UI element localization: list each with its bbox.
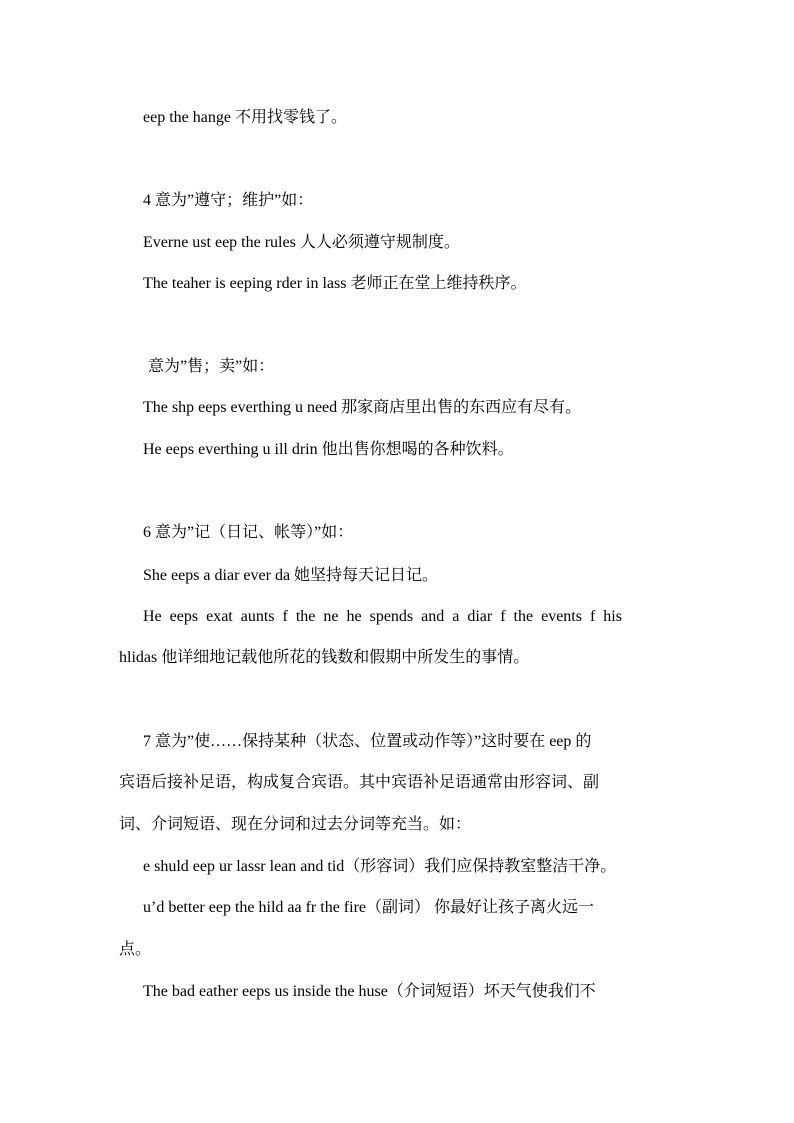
text-line: He eeps exat aunts f the ne he spends and a diar f the events f his: [143, 608, 622, 625]
text-line: The teaher is eeping rder in lass 老师正在堂上维持秩序。: [143, 275, 527, 292]
section-heading: 6 意为”记（日记、帐等）”如：: [143, 524, 354, 541]
text-line: She eeps a diar ever da 她坚持每天记日记。: [143, 567, 439, 584]
text-line: u’d better eep the hild aa fr the fire（副词） 你最好让孩子离火远一: [143, 899, 595, 916]
text-line: He eeps everthing u ill drin 他出售你想喝的各种饮料。: [143, 441, 514, 458]
section-heading: 意为”售；卖”如：: [148, 358, 275, 375]
section-heading: 7 意为”使……保持某种（状态、位置或动作等）”这时要在 eep 的: [143, 733, 592, 750]
text-line: 宾语后接补足语，构成复合宾语。其中宾语补足语通常由形容词、副: [119, 774, 600, 791]
text-line: The bad eather eeps us inside the huse（介词短语）坏天气使我们不: [143, 983, 596, 1000]
text-line: hlidas 他详细地记载他所花的钱数和假期中所发生的事情。: [119, 649, 530, 666]
text-line: The shp eeps everthing u need 那家商店里出售的东西应有尽有。: [143, 399, 582, 416]
section-heading: 4 意为”遵守；维护”如：: [143, 192, 314, 209]
text-line: 词、介词短语、现在分词和过去分词等充当。如：: [119, 816, 472, 833]
text-line: eep the hange 不用找零钱了。: [143, 109, 347, 126]
text-line: Everne ust eep the rules 人人必须遵守规制度。: [143, 234, 460, 251]
text-line: 点。: [119, 941, 152, 958]
text-line: e shuld eep ur lassr lean and tid（形容词）我们应保持教室整洁干净。: [143, 858, 617, 875]
